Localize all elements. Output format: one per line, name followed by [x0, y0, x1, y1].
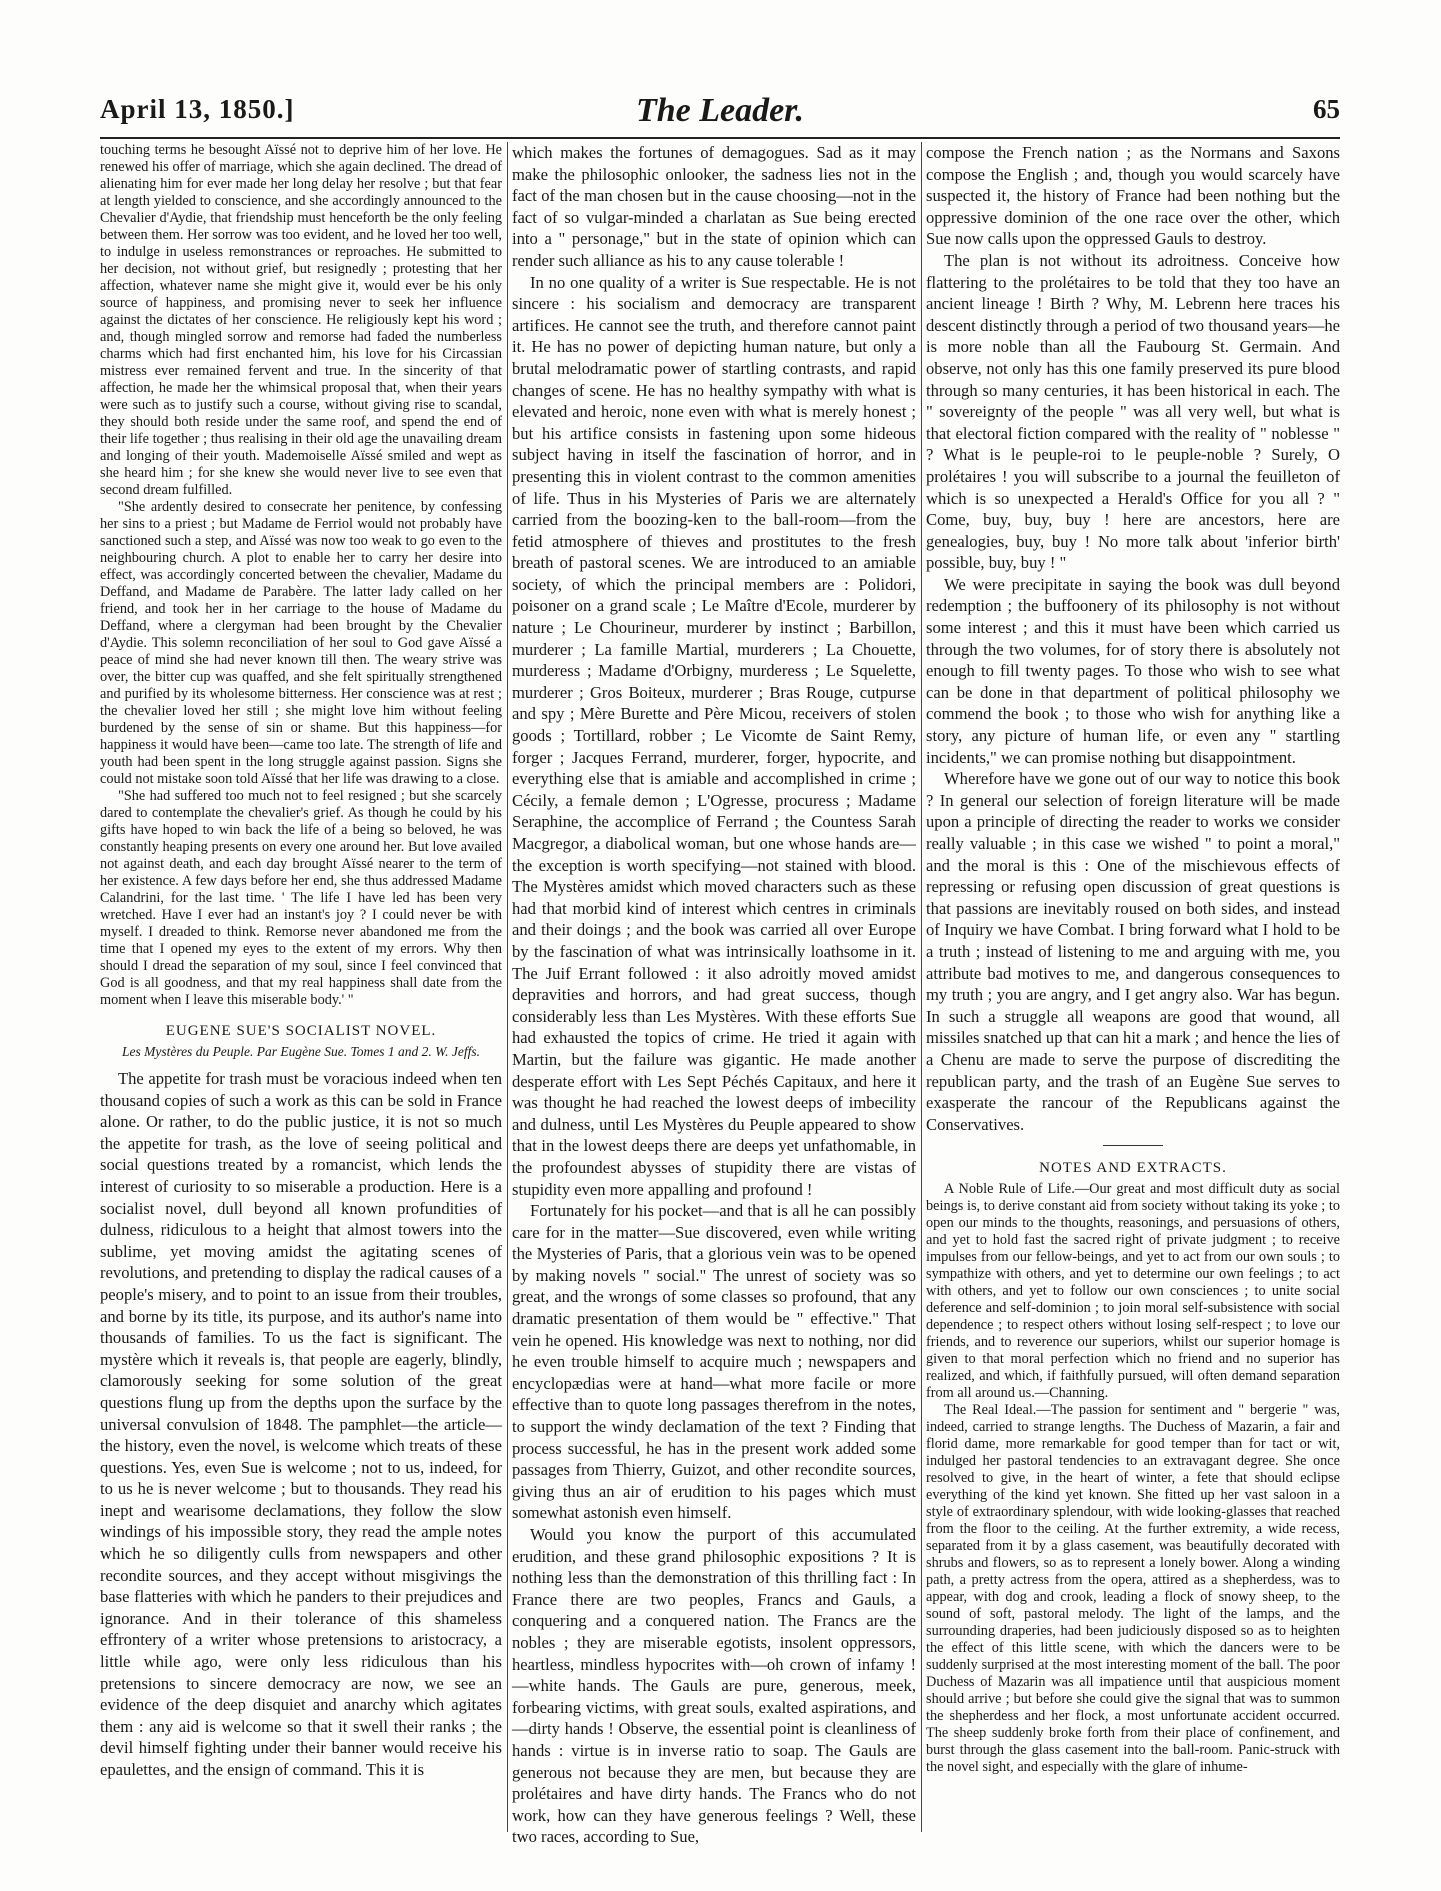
- paragraph: We were precipitate in saying the book was dull beyond redemption ; the buffoonery of its philosophy is not without some interest ; and this it must have been which carried us through the two volumes, for of story there is absolutely not enough to fill twenty pages. To those who wish to see what can be done in that department of political philosophy we commend the book ; to those who wish for anything like a story, any picture of human life, or even any " startling incidents," we can promise nothing but disappointment.: [926, 574, 1340, 767]
- paragraph: touching terms he besought Aïssé not to deprive him of her love. He renewed his offer of marriage, which she again declined. The dread of alienating him for ever made her long delay her resolve ; but that fear at length yielded to conscience, and she accordingly announced to the Chevalier d'Aydie, that friendship must henceforth be the only feeling between them. Her sorrow was too evident, and he loved her too well, to indulge in useless remonstrances or reproaches. He submitted to her decision, not without grief, but resignedly ; protesting that her affection, whatever name she might give it, would ever be his only source of happiness, and promising never to seek her influence against the dictates of her conscience. He religiously kept his word ; and, though mingled sorrow and remorse had faded the numberless charms which had first enchanted him, his love for his Circassian mistress ever remained fervent and true. In the sincerity of that affection, he made her the whimsical proposal that, when their years were such as to justify such a course, without giving rise to scandal, they should both reside under the same roof, and spend the end of their life together ; thus realising in their old age the unavailing dream and longing of their youth. Mademoiselle Aïssé smiled and wept as she heard him ; for she knew she would never live to see even that second dream fulfilled.: [100, 142, 502, 498]
- article-heading: EUGENE SUE'S SOCIALIST NOVEL.: [165, 1023, 437, 1039]
- section-heading: NOTES AND EXTRACTS.: [1039, 1160, 1227, 1177]
- masthead-rule: [100, 137, 1340, 139]
- paragraph: The appetite for trash must be voracious indeed when ten thousand copies of such a work as this can be sold in France alone. Or rather, to do the public justice, it is not so much the appetite for trash, as the love of seeing political and social questions treated by a romancist, which lends the interest of curiosity to so miserable a production. Here is a socialist novel, dull beyond all known profundities of dulness, ridiculous to a height that almost towers into the sublime, yet moving amidst the agitating scenes of revolutions, and pretending to display the radical causes of a people's misery, and to point to an issue from their troubles, and borne by its title, its purpose, and its author's name into thousands of families. To us the fact is significant. The mystère which it reveals is, that people are eagerly, blindly, clamorously seeking for some solution of the great questions flung up from the depths upon the surface by the universal convulsion of 1848. The pamphlet—the article—the history, even the novel, is welcome which treats of these questions. Yes, even Sue is welcome ; not to us, indeed, for to us he is never welcome ; but to thousands. They read his inept and wearisome declamations, they follow the slow windings of his impossible story, they read the ample notes which he so diligently culls from newspapers and other recondite sources, and they accept without misgivings the base flatteries with which he panders to their prejudices and ignorance. And in their tolerance of this shameless effrontery of a writer whose pretensions to aristocracy, a little while ago, were only less ridiculous than his pretensions to sincere democracy are now, we see an evidence of the deep disquiet and anarchy which agitates them : any aid is welcome so that it swell their ranks ; the devil himself fighting under their banner would receive his epaulettes, and the ensign of command. This it is: [100, 1069, 502, 1779]
- column-1: [100, 142, 502, 1832]
- issue-date: April 13, 1850.]: [100, 94, 295, 124]
- paragraph: The plan is not without its adroitness. Conceive how flattering to the prolétaires to be told that they too have an ancient lineage ! Birth ? Why, M. Lebrenn here traces his descent distinctly through a period of two thousand years—he is more noble than all the Faubourg St. Germain. And observe, not only has this one family preserved its pure blood through so many centuries, it has been historical in each. The " sovereignty of the people " was all very well, but what is that electoral fiction compared with the reality of " noblesse " ? What is le peuple-roi to le peuple-noble ? Surely, O prolétaires ! you will subscribe to a journal the feuilleton of which is so unexpected a Herald's Office for you all ? " Come, buy, buy, buy ! here are ancestors, here are genealogies, buy, buy ! No more talk about 'inferior birth' possible, buy, buy ! ": [926, 250, 1340, 573]
- column-3: [926, 142, 1340, 1832]
- paragraph: compose the French nation ; as the Normans and Saxons compose the English ; and, though you would scarcely have suspected it, the history of France had been nothing but the oppressive dominion of the one race over the other, which Sue now calls upon the oppressed Gauls to destroy.: [926, 143, 1340, 249]
- paragraph: In no one quality of a writer is Sue respectable. He is not sincere : his socialism and democracy are transparent artifices. He cannot see the truth, and therefore cannot paint it. He has no power of depicting human nature, but only a brutal melodramatic power of startling contrasts, and rapid changes of scene. He has no healthy sympathy with what is elevated and heroic, none even with what is merely honest ; but his artifice consists in fastening upon some hideous subject having in itself the fascination of horror, and in presenting this in violent contrast to the common amenities of life. Thus in his Mysteries of Paris we are alternately carried from the boozing-ken to the ball-room—from the fetid atmosphere of thieves and prostitutes to the fresh breath of pastoral scenes. We are introduced to an amiable society, of which the principal members are : Polidori, poisoner on a grand scale ; Le Maître d'Ecole, murderer by nature ; Le Chourineur, murderer by instinct ; Barbillon, murderer ; La famille Martial, murderers ; La Chouette, murderess ; Madame d'Orbigny, murderess ; Le Squelette, murderer ; Gros Boiteux, murderer ; Bras Rouge, cutpurse and spy ; Mère Burette and Père Micou, receivers of stolen goods ; Tortillard, robber ; Le Vicomte de Saint Remy, forger ; Jacques Ferrand, murderer, forger, hypocrite, and everything else that is amiable and accomplished in crime ; Cécily, a female demon ; L'Ogresse, procuress ; Madame Seraphine, the accomplice of Ferrand ; the Countess Sarah Macgregor, a diabolical woman, but one whose hands are—the exception is worth specifying—not stained with blood. The Mystères amidst which moved characters such as these had that morbid kind of interest which centres in criminals and their doings ; and the book was carried all over Europe by the fascination of what was intrinsically loathsome in it. The Juif Errant followed : it also adroitly moved amidst depravities and horrors, and had great success, though considerably less than Les Mystères. With these efforts Sue had exhausted the topics of crime. He tried it again with Martin, but the failure was gigantic. He made another desperate effort with Les Sept Péchés Capitaux, and here it was thought he had reached the lowest deeps of imbecility and dulness, until Les Mystères du Peuple appeared to show that in the lowest deeps there are deeps yet unfathomable, in the profoundest abysses of stupidity there are vistas of stupidity even more appalling and profound !: [512, 272, 916, 1199]
- page-number: 65: [1313, 94, 1340, 124]
- paragraph: "She ardently desired to consecrate her penitence, by confessing her sins to a priest ; but Madame de Ferriol would not probably have sanctioned such a step, and Aïssé was now too weak to go even to the neighbouring church. A plot to enable her to carry her desire into effect, was accordingly concerted between the chevalier, Madame du Deffand, and Madame de Parabère. The latter lady called on her friend, and took her in her carriage to the house of Madame du Deffand, where a clergyman had been brought by the Chevalier d'Aydie. This solemn reconciliation of her soul to God gave Aïssé a peace of mind she had never known till then. The weary strive was over, the bitter cup was quaffed, and she felt spiritually strengthened and purified by its wholesome bitterness. Her conscience was at rest ; the chevalier loved her still ; she might love him without feeling burdened by the sense of sin or shame. But this happiness—for happiness it would have been—came too late. The strength of life and youth had been spent in the long struggle against passion. Signs she could not mistake soon told Aïssé that her life was drawing to a close.: [100, 499, 502, 787]
- paragraph: The Real Ideal.—The passion for sentiment and " bergerie " was, indeed, carried to strange lengths. The Duchess of Mazarin, a fair and florid dame, more remarkable for good temper than for tact or wit, indulged her pastoral tendencies to an extravagant degree. She once resolved to give, in the heart of winter, a fete that should eclipse everything of the kind yet known. She fitted up her vast saloon in a style of extraordinary splendour, with wide looking-glasses that reached from the floor to the ceiling. At the further extremity, a wide recess, separated from it by a glass casement, was beautifully decorated with shrubs and flowers, so as to represent a lonely bower. Along a winding path, a pretty actress from the opera, attired as a shepherdess, was to appear, with dog and crook, leading a flock of snowy sheep, to the sound of soft, pastoral melody. The light of the lamps, and the surrounding draperies, had been judiciously disposed so as to heighten the effect of this little scene, with which the dancers were to be suddenly surprised at the most interesting moment of the ball. The poor Duchess of Mazarin was all impatience until that auspicious moment should arrive ; but before she could give the signal that was to summon the shepherdess and her flock, a most unfortunate accident occurred. The sheep suddenly broke forth from their place of confinement, and burst through the glass casement into the ball-room. Panic-struck with the novel sight, and especially with the glare of inhume-: [926, 1402, 1340, 1776]
- column-2: [512, 142, 916, 1847]
- paragraph: Wherefore have we gone out of our way to notice this book ? In general our selection of foreign literature will be made upon a principle of directing the reader to works we consider really valuable ; in this case we wished " to point a moral," and the moral is this : One of the mischievous effects of repressing or refusing open discussion of great questions is that passions are inevitably roused on both sides, and instead of Inquiry we have Combat. I bring forward what I hold to be a truth ; instead of listening to me and arguing with me, you attribute bad motives to me, and dangerous consequences to my truth ; you are angry, and I get angry also. War has begun. In such a struggle all weapons are good that wound, all missiles snatched up that can hit a mark ; and hence the lies of a Chenu are made to serve the purpose of discrediting the republican party, and the trash of an Eugène Sue serves to exasperate the rancour of the Republicans against the Conservatives.: [926, 769, 1340, 1134]
- paragraph: Fortunately for his pocket—and that is all he can possibly care for in the matter—Sue discovered, even while writing the Mysteries of Paris, that a glorious vein was to be opened by making novels " social." The unrest of society was so great, and the wrongs of some classes so profound, that any dramatic presentation of them would be " effective." That vein he opened. His knowledge was next to nothing, nor did he even trouble himself to acquire much ; newspapers and encyclopædias were at hand—what more facile or more effective than to quote long passages therefrom in the notes, to support the windy declamation of the text ? Finding that process successful, he has in the present work added some passages from Thierry, Guizot, and other recondite sources, giving thus an air of erudition to his pages which must somewhat astonish even himself.: [512, 1201, 916, 1523]
- section-rule: [1103, 1145, 1163, 1146]
- article-citation: Les Mystères du Peuple. Par Eugène Sue. Tomes 1 and 2. W. Jeffs.: [121, 1044, 481, 1059]
- paragraph: Would you know the purport of this accumulated erudition, and these grand philosophic expositions ? It is nothing less than the demonstration of this thrilling fact : In France there are two peoples, Francs and Gauls, a conquering and a conquered nation. The Francs are the nobles ; they are miserable egotists, insolent oppressors, heartless, mindless hypocrites with—oh crown of infamy !—white hands. The Gauls are pure, generous, meek, forbearing victims, with great souls, exalted aspirations, and—dirty hands ! Observe, the essential point is cleanliness of hands : virtue is in inverse ratio to soap. The Gauls are generous not because they are men, but because they are prolétaires and have dirty hands. The Francs who do not work, how can they have generous feelings ? Well, these two races, according to Sue,: [512, 1525, 916, 1847]
- column-divider: [507, 142, 508, 1832]
- paragraph: "She had suffered too much not to feel resigned ; but she scarcely dared to contemplate the chevalier's grief. As though he could by his gifts have hoped to win back the life of a being so beloved, he was constantly heaping presents on every one around her. But love availed not against death, and each day brought Aïssé nearer to the term of her existence. A few days before her end, she thus addressed Madame Calandrini, for the last time. ' The life I have led has been very wretched. Have I ever had an instant's joy ? I could never be with myself. I dreaded to think. Remorse never abandoned me from the time that I opened my eyes to the extent of my errors. Why then should I dread the separation of my soul, since I feel convinced that God is all goodness, and that my real happiness shall date from the moment when I leave this miserable body.' ": [100, 788, 502, 1008]
- masthead: [100, 92, 1340, 132]
- column-divider: [921, 142, 922, 1832]
- paragraph: A Noble Rule of Life.—Our great and most difficult duty as social beings is, to derive constant aid from society without taking its yoke ; to open our minds to the thoughts, reasonings, and persuasions of others, and yet to hold fast the sacred right of private judgment ; to receive impulses from our fellow-beings, and yet to act from our own souls ; to sympathize with others, and yet to determine our own feelings ; to act with others, and yet to follow our own consciences ; to unite social deference and self-dominion ; to join moral self-subsistence with social dependence ; to respect others without losing self-respect ; to love our friends, and to reverence our superiors, whilst our superior homage is given to that moral perfection which no friend and no superior has realized, and which, if faithfully pursued, will often demand separation from all around us.—Channing.: [926, 1181, 1340, 1402]
- newspaper-title: The Leader.: [635, 92, 805, 129]
- paragraph: which makes the fortunes of demagogues. Sad as it may make the philosophic onlooker, the sadness lies not in the fact of the man chosen but in the cause choosing—not in the fact of so vulgar-minded a charlatan as Sue being erected into a " personage," but in the state of opinion which can render such alliance as his to any cause tolerable !: [512, 143, 916, 270]
